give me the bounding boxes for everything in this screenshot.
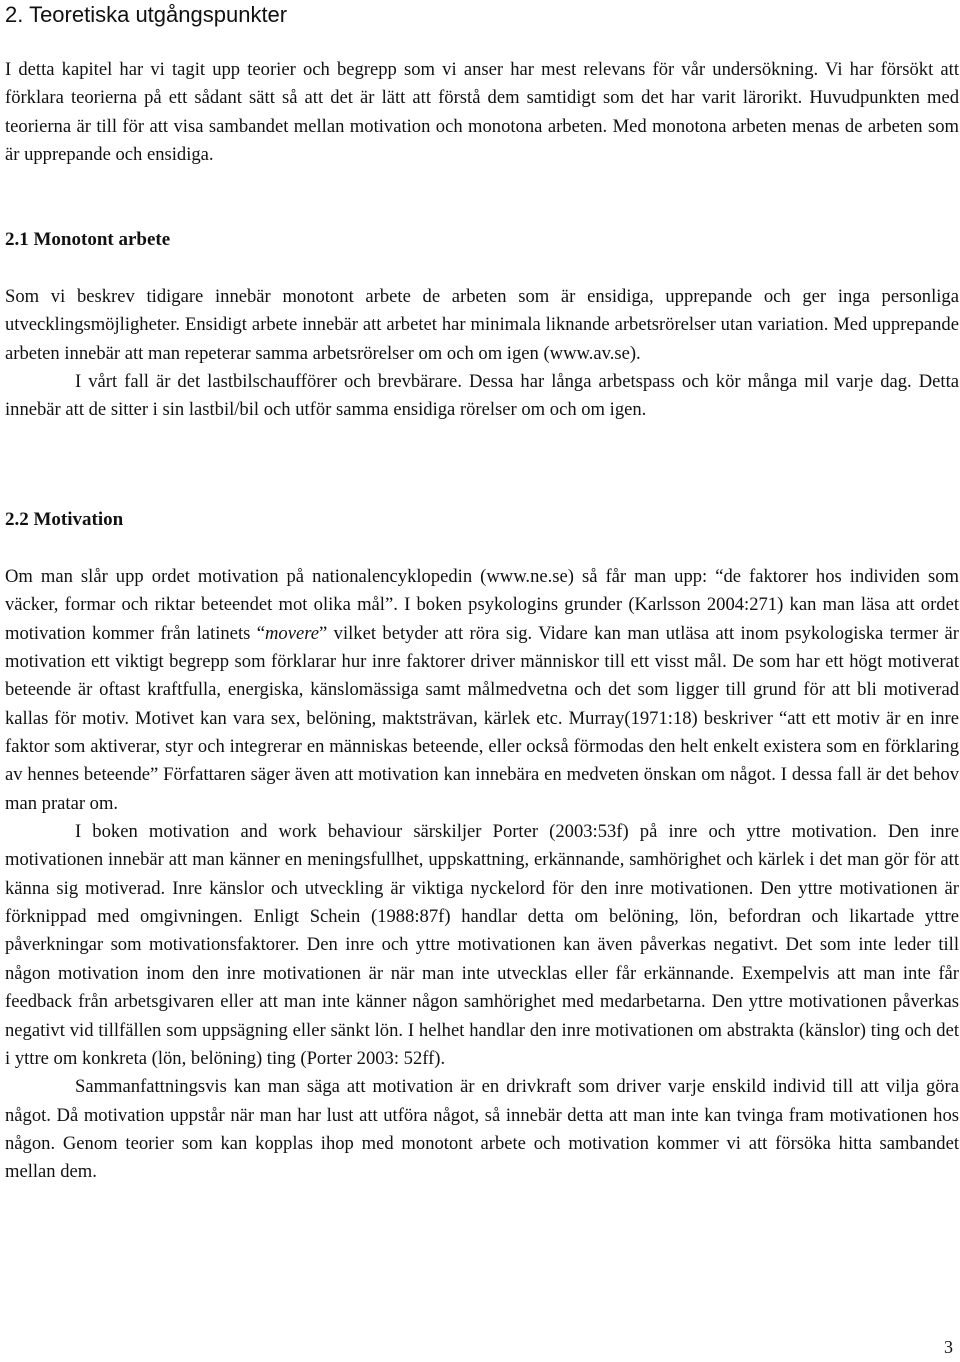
chapter-title: 2. Teoretiska utgångspunkter: [5, 2, 288, 27]
page-number: 3: [944, 1337, 953, 1357]
section-body-monotont-arbete: [5, 283, 959, 425]
motivation-p1-text-end: ” vilket betyder att röra sig. Vidare kan man utläsa att inom psykologiska termer är motivation ett viktigt begrepp som förklarar hur inre faktorer driver människor till ett visst mål. De som har ett högt motiverat beteende är oftast kraftfulla, energiska, känslomässiga samt målmedvetna och det som ligger till grund för att bli motiverad kallas för motiv. Motivet kan vara sex, belöning, maktsträvan, kärlek etc. Murray(1971:18) beskriver “att ett motiv är en inre faktor som aktiverar, styr och integrerar en människas beteende, eller också förmodas den helt enkelt existera som en förklaring av hennes beteende” Författaren säger även att motivation kan innebära en medveten önskan om något. I dessa fall är det behov man pratar om.: [5, 622, 959, 814]
section-heading-monotont-arbete: 2.1 Monotont arbete: [5, 229, 171, 250]
motivation-paragraph-1: [5, 563, 959, 818]
section-body-motivation: [5, 563, 959, 1187]
motivation-p1-text-start: Om man slår upp ordet motivation på nationalencyklopedin (www.ne.se) så får man upp: “de faktorer hos individen som väcker, formar och riktar beteendet mot olika mål”. I boken psykologins grunder (Karlsson 2004:271) kan man läsa att ordet motivation kommer från latinets “: [5, 566, 959, 644]
latin-term-movere: movere: [265, 622, 320, 644]
section-heading-motivation: 2.2 Motivation: [5, 509, 124, 530]
intro-paragraph: I detta kapitel har vi tagit upp teorier och begrepp som vi anser har mest relevans för vår undersökning. Vi har försökt att förklara teorierna på ett sådant sätt så att det är lätt att förstå dem samtidigt som det har varit lärorikt. Huvudpunkten med teorierna är till för att visa sambandet mellan motivation och monotona arbeten. Med monotona arbeten menas de arbeten som är upprepande och ensidiga.: [5, 59, 959, 166]
motivation-paragraph-2: I boken motivation and work behaviour särskiljer Porter (2003:53f) på inre och yttre motivation. Den inre motivationen innebär att man känner en meningsfullhet, uppskattning, erkännande, samhörighet och kärlek i det man gör för att känna sig motiverad. Inre känslor och utveckling är viktiga nyckelord för den inre motivationen. Den yttre motivationen är förknippad med omgivningen. Enligt Schein (1988:87f) handlar detta om belöning, lön, befordran och likartade yttre påverkningar som motivationsfaktorer. Den inre och yttre motivationen kan även påverkas negativt. Det som inte leder till någon motivation inom den inre motivationen är när man inte utvecklas eller får erkännande. Exempelvis att man inte får feedback från arbetsgivaren eller att man inte känner någon samhörighet med medarbetarna. Den yttre motivationen påverkas negativt vid tillfällen som uppsägning eller sänkt lön. I helhet handlar den inre motivationen om abstrakta (känslor) ting och det i yttre om konkreta (lön, belöning) ting (Porter 2003: 52ff).: [5, 821, 959, 1069]
monotont-arbete-paragraph-2: I vårt fall är det lastbilschaufförer och brevbärare. Dessa har långa arbetspass och kör många mil varje dag. Detta innebär att de sitter i sin lastbil/bil och utför samma ensidiga rörelser om och om igen.: [5, 371, 959, 421]
monotont-arbete-paragraph-1: Som vi beskrev tidigare innebär monotont arbete de arbeten som är ensidiga, upprepande och ger inga personliga utvecklingsmöjligheter. Ensidigt arbete innebär att arbetet har minimala liknande arbetsrörelser utan variation. Med upprepande arbeten innebär att man repeterar samma arbetsrörelser om och om igen (www.av.se).: [5, 286, 959, 364]
motivation-paragraph-3: Sammanfattningsvis kan man säga att motivation är en drivkraft som driver varje enskild individ till att vilja göra något. Då motivation uppstår när man har lust att utföra något, så innebär detta att man inte kan tvinga fram motivationen hos någon. Genom teorier som kan kopplas ihop med monotont arbete och motivation kommer vi att försöka hitta sambandet mellan dem.: [5, 1076, 959, 1183]
